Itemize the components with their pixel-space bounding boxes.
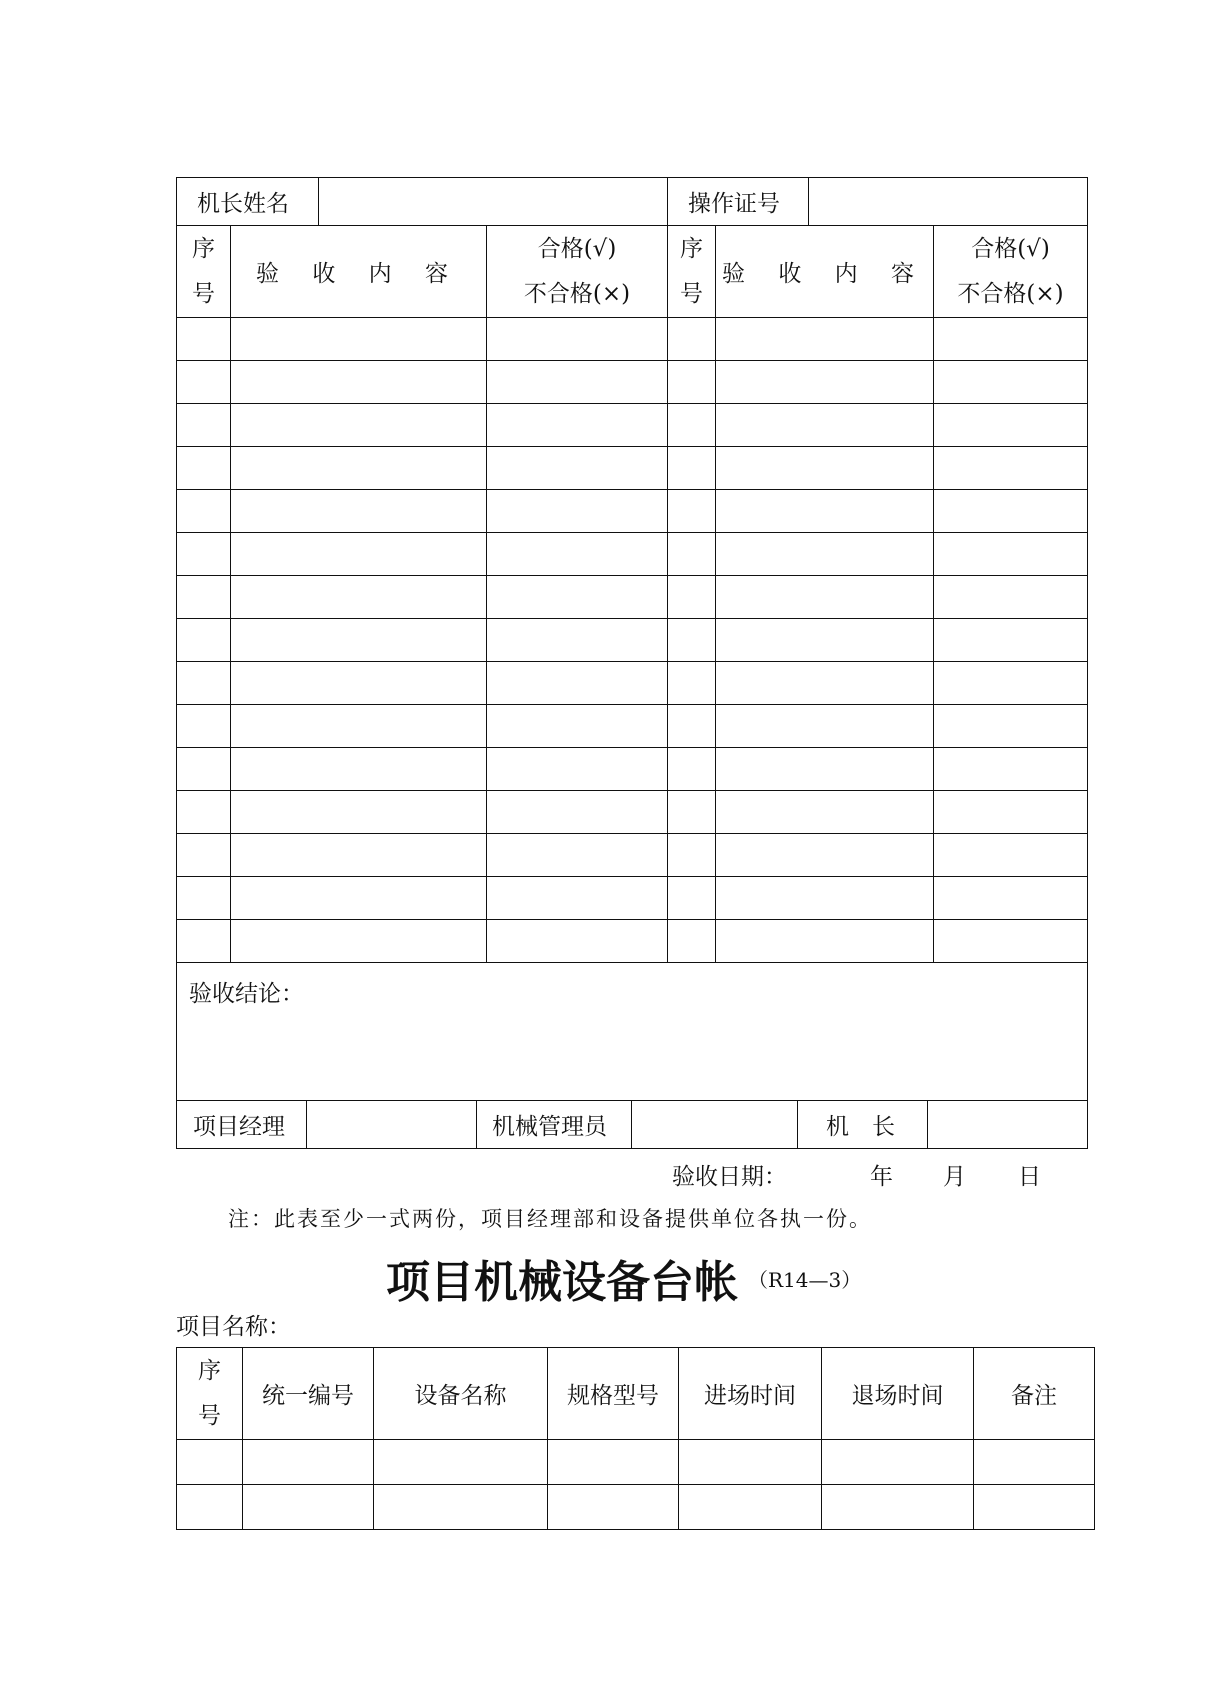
entry-time-header: 进场时间 [679,1348,822,1440]
table-cell[interactable] [668,662,716,705]
table-cell[interactable] [934,361,1088,404]
table-cell[interactable] [668,361,716,404]
table-cell[interactable] [487,447,668,490]
date-day: 日 [1018,1164,1041,1190]
table-cell[interactable] [487,877,668,920]
table-cell[interactable] [177,748,231,791]
table-cell[interactable] [231,705,487,748]
table-cell[interactable] [177,662,231,705]
table-cell[interactable] [548,1485,679,1530]
table-cell[interactable] [668,490,716,533]
seq-header-r2: 号 [680,280,703,307]
content-header-left [231,226,487,318]
table-cell[interactable] [716,619,934,662]
table-cell[interactable] [177,834,231,877]
table-cell[interactable] [716,318,934,361]
table-cell[interactable] [716,662,934,705]
ledger-code: （R14—3） [748,1268,862,1292]
conclusion-label: 验收结论： [189,981,304,1007]
table-cell[interactable] [177,1440,243,1485]
acceptance-rows [177,318,1088,963]
conclusion-row [177,963,1088,1101]
content-header-left-text: 验 收 内 容 [256,261,461,287]
table-row [177,791,1088,834]
table-cell[interactable] [716,533,934,576]
acceptance-table [176,177,1088,1149]
operator-row [177,178,1088,226]
table-cell[interactable] [374,1485,548,1530]
table-cell[interactable] [668,576,716,619]
ledger-title: 项目机械设备台帐 [386,1257,738,1308]
result-header-left-l1: 合格(√) [537,235,617,262]
table-cell[interactable] [668,404,716,447]
table-cell[interactable] [668,920,716,963]
ledger-seq-l2: 号 [198,1402,221,1429]
table-cell[interactable] [177,361,231,404]
seq-header-left [177,226,231,318]
table-cell[interactable] [716,705,934,748]
table-cell[interactable] [716,404,934,447]
table-cell[interactable] [177,533,231,576]
project-name-label: 项目名称： [176,1314,291,1340]
captain-label: 机 长 [798,1101,928,1148]
table-cell[interactable] [934,877,1088,920]
table-cell[interactable] [934,619,1088,662]
table-cell[interactable] [716,834,934,877]
operator-name-label: 机长姓名 [177,178,319,225]
table-cell[interactable] [668,705,716,748]
table-row [177,619,1088,662]
table-cell[interactable] [716,447,934,490]
result-header-right-l1: 合格(√) [971,235,1050,262]
table-cell[interactable] [668,791,716,834]
table-cell[interactable] [548,1440,679,1485]
table-cell[interactable] [679,1440,822,1485]
table-cell[interactable] [716,920,934,963]
table-cell[interactable] [177,920,231,963]
seq-header-l2: 号 [192,280,215,307]
table-cell[interactable] [231,318,487,361]
table-cell[interactable] [231,662,487,705]
table-cell[interactable] [243,1485,374,1530]
equipment-ledger-table [176,1347,1095,1530]
table-cell[interactable] [177,576,231,619]
ledger-rows [177,1440,1095,1530]
table-cell[interactable] [487,834,668,877]
table-cell[interactable] [231,490,487,533]
table-cell[interactable] [716,490,934,533]
table-cell[interactable] [487,920,668,963]
seq-header-right [668,226,716,318]
table-cell[interactable] [668,447,716,490]
table-row [177,662,1088,705]
table-cell[interactable] [231,834,487,877]
table-cell[interactable] [231,791,487,834]
table-cell[interactable] [934,920,1088,963]
table-cell[interactable] [668,318,716,361]
table-row [177,576,1088,619]
unified-no-header: 统一编号 [243,1348,374,1440]
table-cell[interactable] [934,318,1088,361]
table-cell[interactable] [231,920,487,963]
table-cell[interactable] [374,1440,548,1485]
operator-name-field[interactable] [319,178,668,225]
table-cell[interactable] [934,576,1088,619]
result-header-right-l2: 不合格(×) [957,280,1064,307]
table-cell[interactable] [177,877,231,920]
table-cell[interactable] [231,748,487,791]
exit-time-header: 退场时间 [822,1348,974,1440]
table-cell[interactable] [716,791,934,834]
table-cell[interactable] [177,619,231,662]
table-cell[interactable] [934,447,1088,490]
table-cell[interactable] [668,748,716,791]
certificate-field[interactable] [809,178,1087,225]
table-cell[interactable] [668,619,716,662]
table-cell[interactable] [822,1440,974,1485]
table-cell[interactable] [177,447,231,490]
table-row [177,877,1088,920]
table-cell[interactable] [716,361,934,404]
table-cell[interactable] [177,404,231,447]
table-row [177,318,1088,361]
table-cell[interactable] [487,533,668,576]
acceptance-date-label: 验收日期： [672,1164,787,1190]
table-cell[interactable] [487,619,668,662]
table-cell[interactable] [668,533,716,576]
certificate-label: 操作证号 [668,178,809,225]
table-row [177,490,1088,533]
table-cell[interactable] [231,877,487,920]
table-cell[interactable] [231,533,487,576]
equipment-name-header: 设备名称 [374,1348,548,1440]
table-cell[interactable] [934,834,1088,877]
project-manager-label: 项目经理 [177,1101,307,1148]
table-cell[interactable] [231,619,487,662]
result-header-right [934,226,1088,318]
table-cell[interactable] [668,877,716,920]
table-cell[interactable] [934,705,1088,748]
table-cell[interactable] [231,447,487,490]
seq-header-r1: 序 [680,235,703,262]
header-row [177,226,1088,318]
table-cell[interactable] [231,361,487,404]
result-header-left [487,226,668,318]
seq-header-l1: 序 [192,235,215,262]
table-row [177,748,1088,791]
table-row [177,1440,1095,1485]
table-cell[interactable] [231,576,487,619]
form-note: 注：此表至少一式两份，项目经理部和设备提供单位各执一份。 [228,1207,872,1231]
table-cell[interactable] [668,834,716,877]
table-cell[interactable] [177,791,231,834]
result-header-left-l2: 不合格(×) [523,280,631,307]
table-cell[interactable] [934,662,1088,705]
table-row [177,834,1088,877]
table-cell[interactable] [177,490,231,533]
ledger-seq-header [177,1348,243,1440]
remarks-header: 备注 [974,1348,1095,1440]
table-row [177,920,1088,963]
table-cell[interactable] [231,404,487,447]
table-cell[interactable] [487,404,668,447]
content-header-right [716,226,934,318]
table-cell[interactable] [487,748,668,791]
project-manager-field[interactable] [307,1101,477,1148]
ledger-seq-l1: 序 [198,1357,221,1384]
table-row [177,705,1088,748]
table-cell[interactable] [934,791,1088,834]
table-cell[interactable] [822,1485,974,1530]
table-cell[interactable] [177,1485,243,1530]
table-cell[interactable] [934,533,1088,576]
captain-field[interactable] [928,1101,1087,1148]
table-cell[interactable] [716,748,934,791]
table-cell[interactable] [487,662,668,705]
spec-model-header: 规格型号 [548,1348,679,1440]
table-row [177,1485,1095,1530]
table-cell[interactable] [177,318,231,361]
table-cell[interactable] [487,576,668,619]
table-row [177,361,1088,404]
conclusion-cell[interactable] [177,963,1088,1101]
table-cell[interactable] [177,705,231,748]
table-row [177,404,1088,447]
table-row [177,447,1088,490]
signature-row [177,1101,1088,1149]
date-month: 月 [943,1164,966,1190]
table-cell[interactable] [934,748,1088,791]
table-cell[interactable] [487,490,668,533]
table-cell[interactable] [716,576,934,619]
table-cell[interactable] [487,791,668,834]
ledger-header-row [177,1348,1095,1440]
table-cell[interactable] [679,1485,822,1530]
content-header-right-text: 验 收 内 容 [722,261,927,287]
table-cell[interactable] [934,404,1088,447]
table-row [177,533,1088,576]
table-cell[interactable] [974,1440,1095,1485]
table-cell[interactable] [934,490,1088,533]
table-cell[interactable] [487,318,668,361]
table-cell[interactable] [487,705,668,748]
table-cell[interactable] [487,361,668,404]
table-cell[interactable] [243,1440,374,1485]
table-cell[interactable] [716,877,934,920]
machinery-admin-field[interactable] [632,1101,798,1148]
machinery-admin-label: 机械管理员 [477,1101,632,1148]
date-year: 年 [870,1164,893,1190]
table-cell[interactable] [974,1485,1095,1530]
